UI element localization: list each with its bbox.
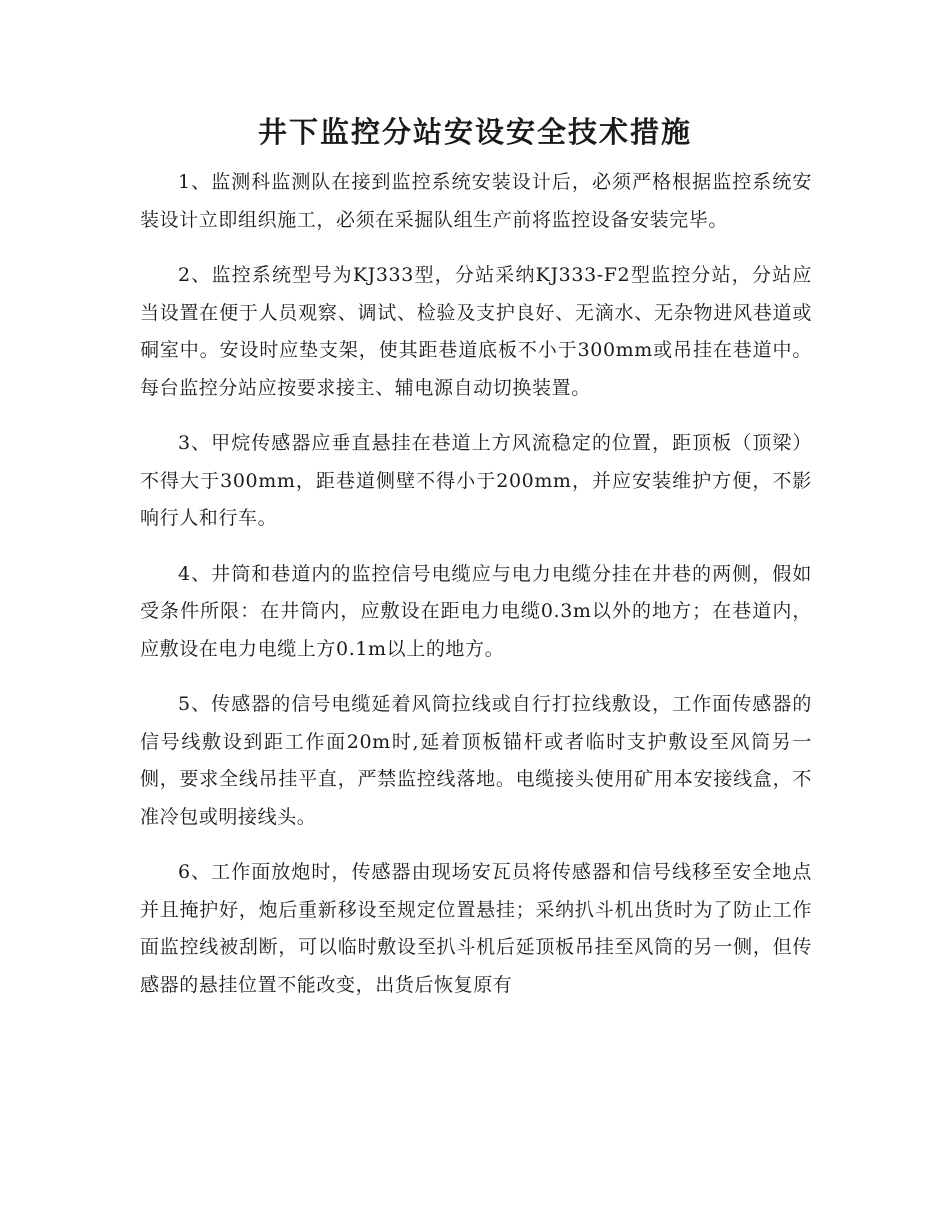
paragraph-2: 2、监控系统型号为KJ333型，分站采纳KJ333-F2型监控分站，分站应当设置在便于人员观察、调试、检验及支护良好、无滴水、无杂物进风巷道或硐室中。安设时应垫支架，使其距巷道底板不小于300mm或吊挂在巷道中。每台监控分站应按要求接主、辅电源自动切换装置。 — [140, 264, 812, 399]
paragraph-1: 1、监测科监测队在接到监控系统安装设计后，必须严格根据监控系统安装设计立即组织施工，必须在采掘队组生产前将监控设备安装完毕。 — [140, 171, 812, 231]
paragraph-3: 3、甲烷传感器应垂直悬挂在巷道上方风流稳定的位置，距顶板（顶梁）不得大于300mm，距巷道侧壁不得小于200mm，并应安装维护方便，不影响行人和行车。 — [140, 432, 812, 529]
paragraph-4: 4、井筒和巷道内的监控信号电缆应与电力电缆分挂在井巷的两侧，假如受条件所限：在井筒内，应敷设在距电力电缆0.3m以外的地方；在巷道内，应敷设在电力电缆上方0.1m以上的地方。 — [140, 562, 812, 660]
paragraph-5: 5、传感器的信号电缆延着风筒拉线或自行打拉线敷设，工作面传感器的信号线敷设到距工作面20m时,延着顶板锚杆或者临时支护敷设至风筒另一侧，要求全线吊挂平直，严禁监控线落地。电缆接头使用矿用本安接线盒，不准冷包或明接线头。 — [140, 693, 812, 828]
paragraph-6: 6、工作面放炮时，传感器由现场安瓦员将传感器和信号线移至安全地点并且掩护好，炮后重新移设至规定位置悬挂；采纳扒斗机出货时为了防止工作面监控线被刮断，可以临时敷设至扒斗机后延顶板吊挂至风筒的另一侧，但传感器的悬挂位置不能改变，出货后恢复原有 — [140, 861, 812, 996]
document-title: 井下监控分站安设安全技术措施 — [257, 115, 692, 149]
document-body — [140, 164, 812, 1022]
